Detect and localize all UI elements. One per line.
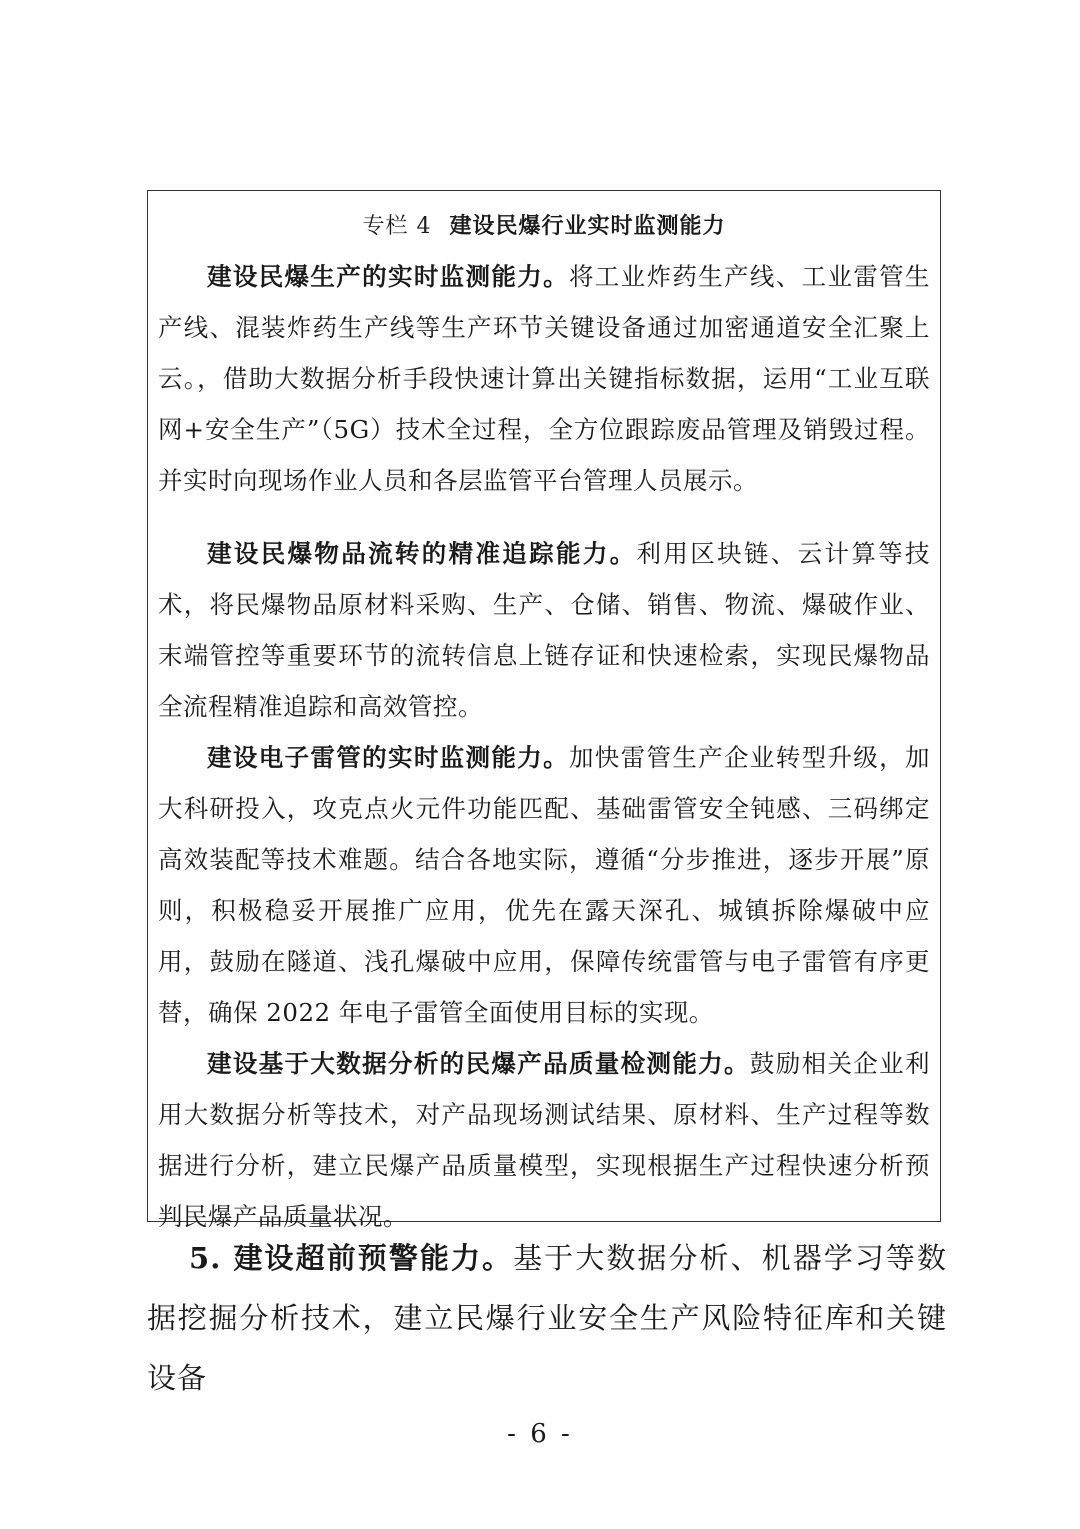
column-title-text: 建设民爆行业实时监测能力	[449, 213, 726, 239]
section-body: 基于大数据分析、机器学习等数据挖掘分析技术，建立民爆行业安全生产风险特征库和关键设备	[147, 1241, 947, 1395]
paragraph-body: 将工业炸药生产线、工业雷管生产线、混装炸药生产线等生产环节关键设备通过加密通道安全汇聚上云。，借助大数据分析手段快速计算出关键指标数据，运用“工业互联网+安全生产”（5G）技术全过程，全方位跟踪废品管理及销毁过程。并实时向现场作业人员和各层监管平台管理人员展示。	[158, 262, 931, 495]
column-title	[158, 201, 930, 251]
column-paragraph-quality-detection	[158, 1038, 930, 1242]
column-title-number: 专栏 4	[362, 214, 432, 239]
paragraph-body: 加快雷管生产企业转型升级，加大科研投入，攻克点火元件功能匹配、基础雷管安全钝感、三码绑定高效装配等技术难题。结合各地实际，遵循“分步推进，逐步开展”原则，积极稳妥开展推广应用，优先在露天深孔、城镇拆除爆破中应用，鼓励在隧道、浅孔爆破中应用，保障传统雷管与电子雷管有序更替，确保 2022 年电子雷管全面使用目标的实现。	[158, 743, 931, 1027]
page-number: - 6 -	[507, 1419, 573, 1449]
paragraph-lead: 建设民爆生产的实时监测能力。	[207, 262, 569, 291]
special-column-box	[147, 190, 941, 1231]
paragraph-lead: 建设电子雷管的实时监测能力。	[207, 743, 569, 772]
paragraph-lead: 建设民爆物品流转的精准追踪能力。	[207, 539, 637, 568]
column-paragraph-production-monitoring	[158, 251, 930, 506]
body-paragraph-early-warning	[147, 1228, 947, 1408]
column-paragraph-tracking	[158, 528, 930, 732]
column-paragraph-electronic-detonator	[158, 732, 930, 1038]
paragraph-body: 利用区块链、云计算等技术，将民爆物品原材料采购、生产、仓储、销售、物流、爆破作业、末端管控等重要环节的流转信息上链存证和快速检索，实现民爆物品全流程精准追踪和高效管控。	[158, 539, 931, 721]
section-heading: 5. 建设超前预警能力。	[189, 1241, 514, 1275]
paragraph-lead: 建设基于大数据分析的民爆产品质量检测能力。	[207, 1049, 750, 1078]
paragraph-body: 鼓励相关企业利用大数据分析等技术，对产品现场测试结果、原材料、生产过程等数据进行分析，建立民爆产品质量模型，实现根据生产过程快速分析预判民爆产品质量状况。	[158, 1049, 931, 1231]
